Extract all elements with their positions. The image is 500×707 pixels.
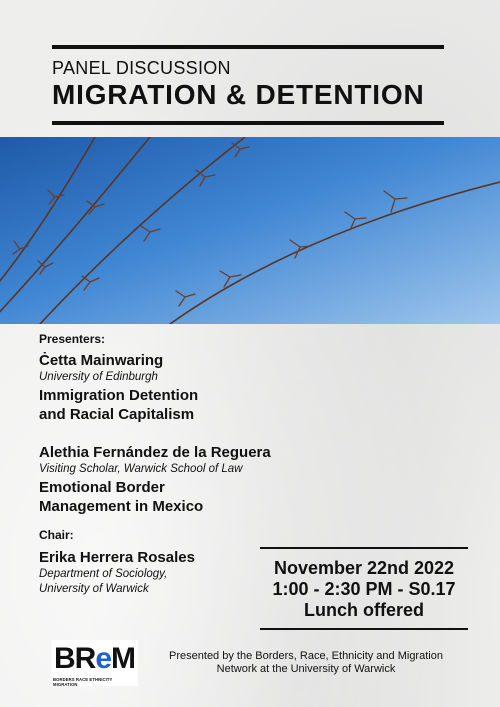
logo-letter-accent: e [95, 642, 112, 675]
logo-letters: BR [54, 642, 96, 675]
presenter-affiliation: Visiting Scholar, Warwick School of Law [39, 463, 243, 475]
chair-affiliation: University of Warwick [39, 583, 149, 595]
presented-by-credits [150, 650, 462, 676]
presenter-entry [39, 444, 479, 516]
header-top-rule [52, 45, 444, 49]
event-top-rule [260, 547, 468, 549]
chair-affiliation: Department of Sociology, [39, 568, 168, 580]
event-type-label: PANEL DISCUSSION [52, 58, 231, 78]
event-bottom-rule [260, 628, 468, 630]
presenter-name: Ċetta Mainwaring [39, 352, 164, 369]
chair-name: Erika Herrera Rosales [39, 549, 195, 566]
barbed-wire-photo [0, 137, 500, 324]
talk-title-line: and Racial Capitalism [39, 406, 195, 423]
logo-tagline: BORDERS RACE ETHNICITY MIGRATION [53, 677, 113, 687]
logo-letters: M [111, 642, 136, 675]
presenter-name: Alethia Fernández de la Reguera [39, 444, 271, 461]
talk-title-line: Management in Mexico [39, 498, 204, 515]
credits-line: Network at the University of Warwick [216, 663, 396, 675]
brem-logo [51, 640, 138, 686]
presenter-affiliation: University of Edinburgh [39, 371, 158, 383]
header-bottom-rule [52, 121, 444, 125]
credits-line: Presented by the Borders, Race, Ethnicity and Migration [169, 650, 443, 662]
poster-header [52, 45, 448, 125]
logo-wordmark [54, 641, 135, 677]
event-time-room: 1:00 - 2:30 PM - S0.17 [272, 579, 456, 599]
poster-title: MIGRATION & DETENTION [52, 79, 425, 110]
talk-title-line: Immigration Detention [39, 387, 199, 404]
barbed-wire-sky-icon [0, 137, 500, 324]
talk-title-line: Emotional Border [39, 479, 165, 496]
event-details [259, 547, 469, 630]
chair-label: Chair: [39, 528, 74, 542]
event-note: Lunch offered [304, 600, 424, 620]
event-date: November 22nd 2022 [273, 558, 455, 578]
presenter-entry [39, 352, 479, 424]
presenters-label: Presenters: [39, 332, 106, 346]
